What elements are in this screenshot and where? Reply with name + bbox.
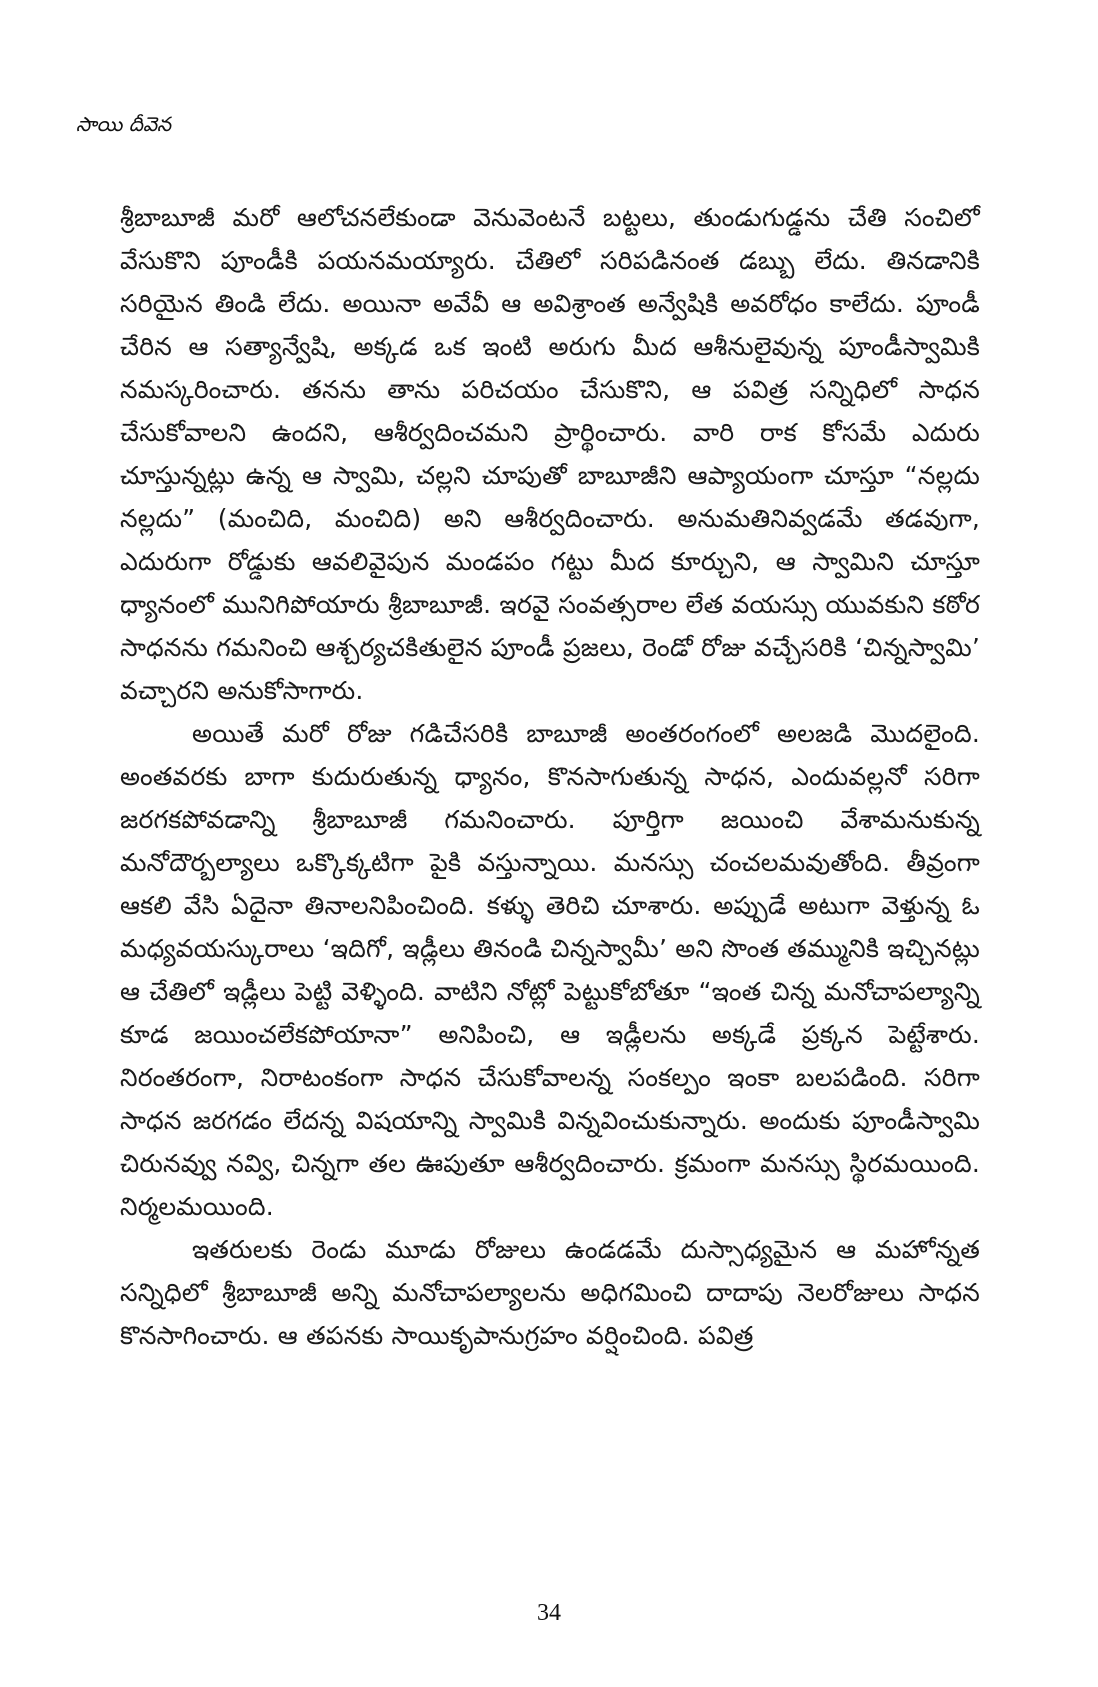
paragraph-2: అయితే మరో రోజు గడిచేసరికి బాబూజీ అంతరంగంలో అలజడి మొదలైంది. అంతవరకు బాగా కుదురుతున్న ధ్యానం, కొనసాగుతున్న సాధన, ఎందువల్లనో సరిగా జరగకపోవడాన్ని శ్రీబాబూజీ గమనించారు. పూర్తిగా జయించి వేశామనుకున్న మనోదౌర్బల్యాలు ఒక్కొక్కటిగా పైకి వస్తున్నాయి. మనస్సు చంచలమవుతోంది. తీవ్రంగా ఆకలి వేసి ఏదైనా తినాలనిపించింది. కళ్ళు తెరిచి చూశారు. అప్పుడే అటుగా వెళ్తున్న ఓ మధ్యవయస్కురాలు ‘ఇదిగో, ఇడ్లీలు తినండి చిన్నస్వామీ’ అని సొంత తమ్మునికి ఇచ్చినట్లు ఆ చేతిలో ఇడ్లీలు పెట్టి వెళ్ళింది. వాటిని నోట్లో పెట్టుకోబోతూ “ఇంత చిన్న మనోచాపల్యాన్ని కూడ జయించలేకపోయానా” అనిపించి, ఆ ఇడ్లీలను అక్కడే ప్రక్కన పెట్టేశారు. నిరంతరంగా, నిరాటంకంగా సాధన చేసుకోవాలన్న సంకల్పం ఇంకా బలపడింది. సరిగా సాధన జరగడం లేదన్న విషయాన్ని స్వామికి విన్నవించుకున్నారు. అందుకు పూండీస్వామి చిరునవ్వు నవ్వి, చిన్నగా తల ఊపుతూ ఆశీర్వదించారు. క్రమంగా మనస్సు స్థిరమయింది. నిర్మలమయింది. xyxy=(120,719,980,1221)
running-head-title: సాయి దీవెన xyxy=(76,112,172,136)
paragraph-3: ఇతరులకు రెండు మూడు రోజులు ఉండడమే దుస్సాధ్యమైన ఆ మహోన్నత సన్నిధిలో శ్రీబాబూజీ అన్ని మనోచాపల్యాలను అధిగమించి దాదాపు నెలరోజులు సాధన కొనసాగించారు. ఆ తపనకు సాయికృపానుగ్రహం వర్షించింది. పవిత్ర xyxy=(120,1235,980,1350)
paragraph-1: శ్రీబాబూజీ మరో ఆలోచనలేకుండా వెనువెంటనే బట్టలు, తుండుగుడ్డను చేతి సంచిలో వేసుకొని పూండీకి పయనమయ్యారు. చేతిలో సరిపడినంత డబ్బు లేదు. తినడానికి సరియైన తిండి లేదు. అయినా అవేవీ ఆ అవిశ్రాంత అన్వేషికి అవరోధం కాలేదు. పూండీ చేరిన ఆ సత్యాన్వేషి, అక్కడ ఒక ఇంటి అరుగు మీద ఆశీనులైవున్న పూండీస్వామికి నమస్కరించారు. తనను తాను పరిచయం చేసుకొని, ఆ పవిత్ర సన్నిధిలో సాధన చేసుకోవాలని ఉందని, ఆశీర్వదించమని ప్రార్థించారు. వారి రాక కోసమే ఎదురు చూస్తున్నట్లు ఉన్న ఆ స్వామి, చల్లని చూపుతో బాబూజీని ఆప్యాయంగా చూస్తూ “నల్లదు నల్లదు” (మంచిది, మంచిది) అని ఆశీర్వదించారు. అనుమతినివ్వడమే తడవుగా, ఎదురుగా రోడ్డుకు ఆవలివైపున మండపం గట్టు మీద కూర్చుని, ఆ స్వామిని చూస్తూ ధ్యానంలో మునిగిపోయారు శ్రీబాబూజీ. ఇరవై సంవత్సరాల లేత వయస్సు యువకుని కఠోర సాధనను గమనించి ఆశ్చర్యచకితులైన పూండీ ప్రజలు, రెండో రోజు వచ్చేసరికి ‘చిన్నస్వామి’ వచ్చారని అనుకోసాగారు. xyxy=(120,203,980,705)
page-number: 34 xyxy=(537,1600,561,1626)
body-text xyxy=(120,196,980,1357)
